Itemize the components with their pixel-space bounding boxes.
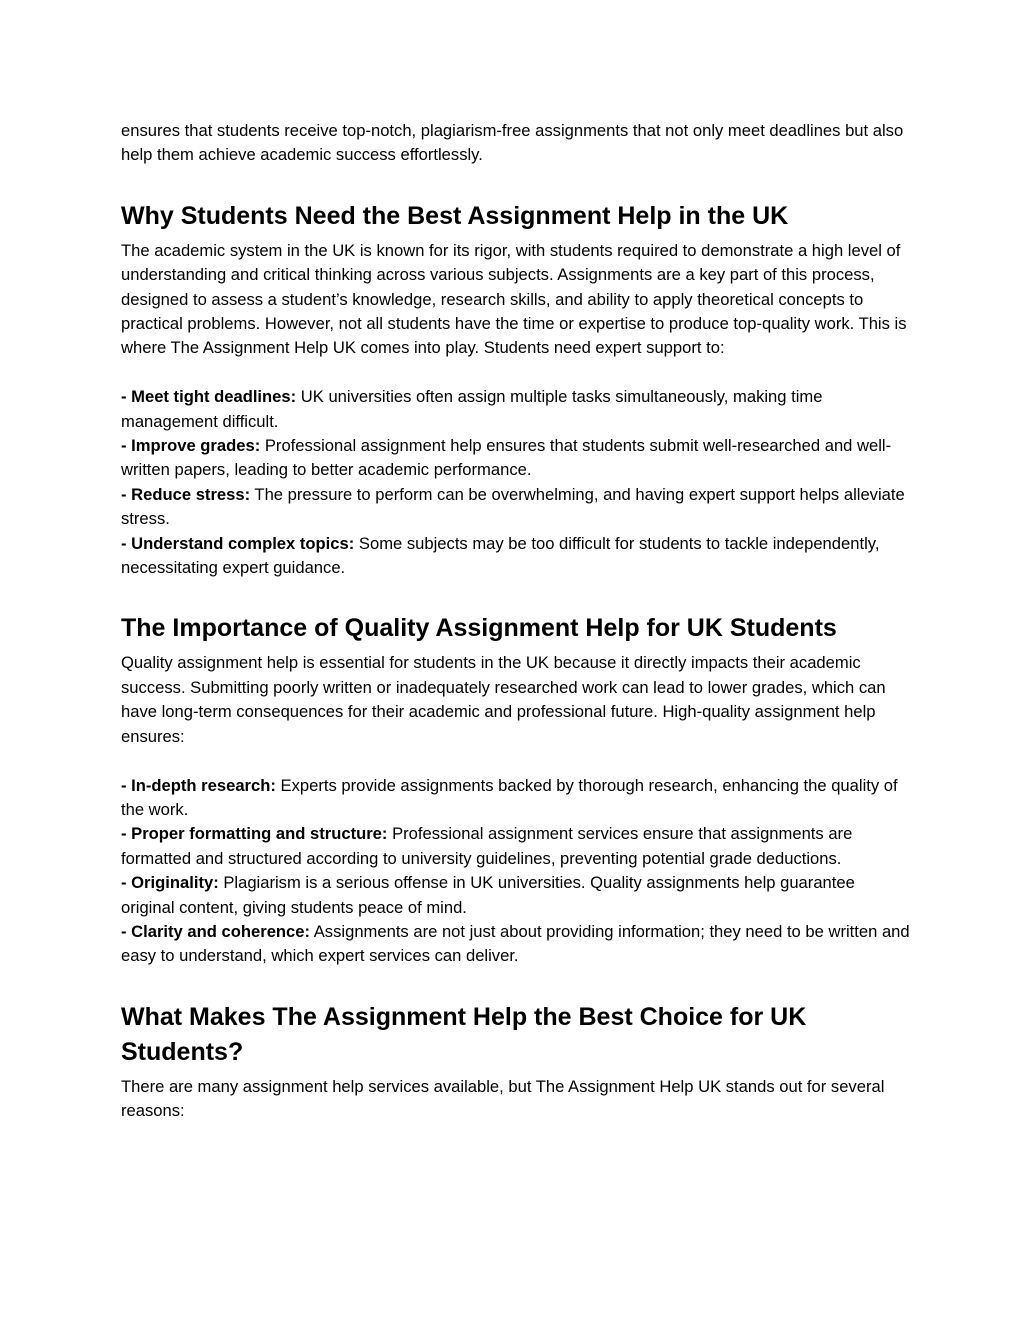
list-item [121, 920, 911, 969]
list-item-text: Professional assignment services ensure that assignments are formatted and structured according to university guidelines, preventing potential grade deductions. [121, 824, 853, 868]
list-item-label: - Understand complex topics: [121, 533, 355, 553]
list-item [121, 385, 911, 434]
list-item-text: Assignments are not just about providing information; they need to be written and easy to understand, which expert services can deliver. [121, 921, 910, 966]
list-item [121, 871, 911, 920]
intro-paragraph: ensures that students receive top-notch, plagiarism-free assignments that not only meet deadlines but also help them achieve academic success effortlessly. [121, 121, 904, 165]
list-item-text: Professional assignment help ensures that students submit well-researched and well-written papers, leading to better academic performance. [121, 436, 892, 480]
section1-paragraph: The academic system in the UK is known for its rigor, with students required to demonstrate a high level of understanding and critical thinking across various subjects. Assignments are a key part of this process, designed to assess a student’s knowledge, research skills, and ability to apply theoretical concepts to practical problems. However, not all students have the time or expertise to produce top-quality work. This is where The Assignment Help UK comes into play. Students need expert support to: [121, 240, 907, 358]
list-item-label: - Improve grades: [121, 436, 261, 456]
list-item-text: Experts provide assignments backed by thorough research, enhancing the quality of the work. [121, 775, 898, 819]
list-item-label: - Originality: [121, 873, 219, 893]
section3-paragraph: There are many assignment help services available, but The Assignment Help UK stands out for several reasons: [121, 1076, 885, 1121]
section-heading-what-makes-best-choice: What Makes The Assignment Help the Best Choice for UK Students? [121, 1002, 807, 1066]
list-item-label: - Meet tight deadlines: [121, 387, 297, 407]
list-item [121, 483, 911, 532]
list-item-label: - Proper formatting and structure: [121, 824, 388, 844]
list-item [121, 532, 911, 581]
list-item [121, 434, 911, 483]
section-heading-why-students-need: Why Students Need the Best Assignment Help in the UK [121, 201, 789, 230]
list-item-text: UK universities often assign multiple tasks simultaneously, making time management difficult. [121, 387, 823, 431]
list-item [121, 774, 911, 823]
list-item-text: Plagiarism is a serious offense in UK universities. Quality assignments help guarantee original content, giving students peace of mind. [121, 873, 855, 917]
list-item [121, 822, 911, 871]
section2-paragraph: Quality assignment help is essential for students in the UK because it directly impacts their academic success. Submitting poorly written or inadequately researched work can lead to lower grades, which can have long-term consequences for their academic and professional future. High-quality assignment help ensures: [121, 653, 886, 746]
list-item-text: The pressure to perform can be overwhelming, and having expert support helps alleviate stress. [121, 484, 905, 529]
document-page [121, 119, 911, 1124]
list-item-label: - In-depth research: [121, 775, 276, 795]
list-item-label: - Clarity and coherence: [121, 921, 311, 941]
list-item-label: - Reduce stress: [121, 484, 251, 504]
list-item-text: Some subjects may be too difficult for students to tackle independently, necessitating expert guidance. [121, 533, 880, 578]
section-heading-importance-of-quality: The Importance of Quality Assignment Help for UK Students [121, 614, 837, 643]
